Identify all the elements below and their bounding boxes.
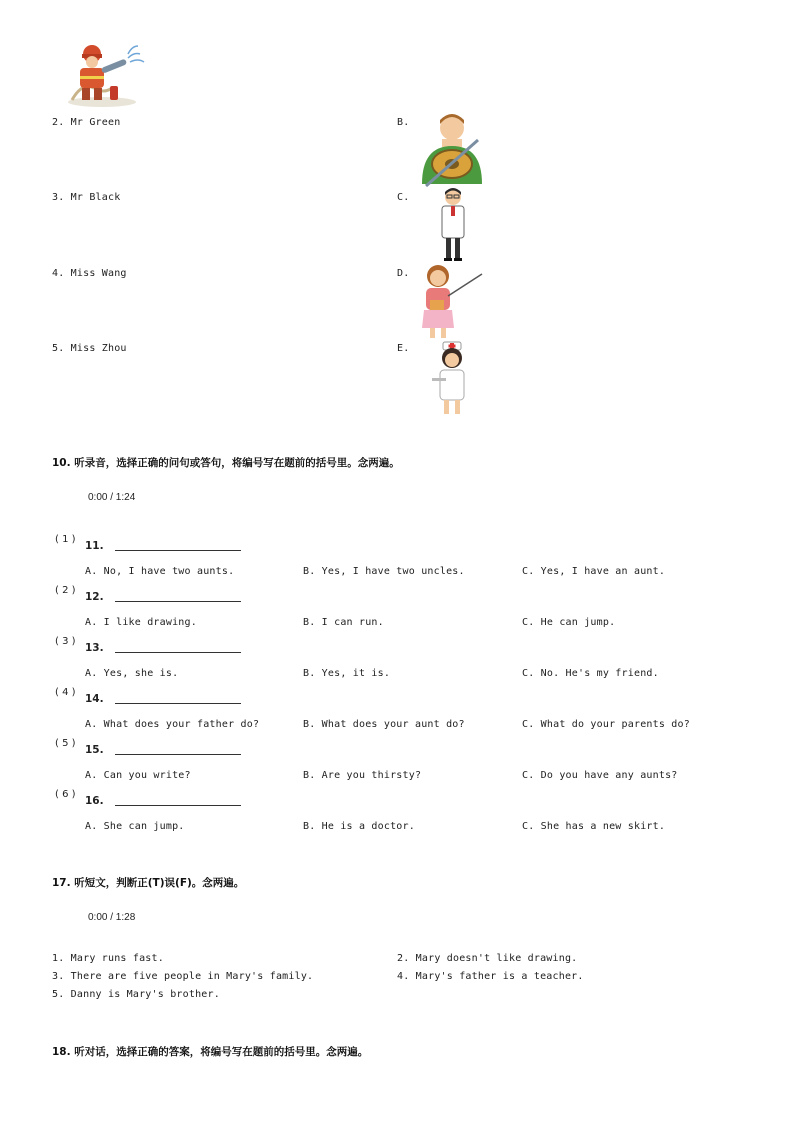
q10-item-1-option-a[interactable]: A. No, I have two aunts. — [85, 566, 235, 577]
nurse-image — [430, 340, 474, 418]
q10-item-2-number: 12. — [85, 591, 104, 603]
q10-audio-player[interactable]: 0:00 / 1:24 — [88, 492, 136, 503]
q17-statement-4: 4. Mary's father is a teacher. — [397, 971, 584, 982]
q10-item-4-blank[interactable] — [115, 703, 241, 704]
q10-item-5-blank[interactable] — [115, 754, 241, 755]
match-left-3: 3. Mr Black — [52, 192, 121, 203]
q10-item-3-blank[interactable] — [115, 652, 241, 653]
q10-item-4-number: 14. — [85, 693, 104, 705]
match-right-c: C. — [397, 192, 410, 203]
q10-item-3-paren: ( 3 ) — [55, 636, 76, 647]
q10-item-2-blank[interactable] — [115, 601, 241, 602]
q17-statement-3: 3. There are five people in Mary's family. — [52, 971, 314, 982]
q10-item-5-option-c[interactable]: C. Do you have any aunts? — [522, 770, 678, 781]
q10-item-6-number: 16. — [85, 795, 104, 807]
teacher-image — [420, 262, 486, 340]
q10-item-2-option-a[interactable]: A. I like drawing. — [85, 617, 197, 628]
q10-item-3-number: 13. — [85, 642, 104, 654]
q10-item-1-option-c[interactable]: C. Yes, I have an aunt. — [522, 566, 666, 577]
q10-item-2-option-c[interactable]: C. He can jump. — [522, 617, 616, 628]
match-right-d: D. — [397, 268, 410, 279]
q10-item-5-number: 15. — [85, 744, 104, 756]
q10-item-5-option-a[interactable]: A. Can you write? — [85, 770, 191, 781]
q17-statement-1: 1. Mary runs fast. — [52, 953, 164, 964]
q17-title: 17. 听短文，判断正(T)误(F)。念两遍。 — [52, 877, 245, 889]
q10-item-6-paren: ( 6 ) — [55, 789, 76, 800]
match-right-e: E. — [397, 343, 410, 354]
q17-audio-player[interactable]: 0:00 / 1:28 — [88, 912, 136, 923]
q17-statement-5: 5. Danny is Mary's brother. — [52, 989, 220, 1000]
q10-item-4-option-c[interactable]: C. What do your parents do? — [522, 719, 690, 730]
q10-item-1-option-b[interactable]: B. Yes, I have two uncles. — [303, 566, 465, 577]
q10-item-3-option-c[interactable]: C. No. He's my friend. — [522, 668, 659, 679]
doctor-image — [437, 186, 469, 264]
match-right-b: B. — [397, 117, 410, 128]
q10-item-1-paren: ( 1 ) — [55, 534, 76, 545]
q10-item-6-blank[interactable] — [115, 805, 241, 806]
q18-title: 18. 听对话，选择正确的答案，将编号写在题前的括号里。念两遍。 — [52, 1046, 369, 1058]
q17-statement-2: 2. Mary doesn't like drawing. — [397, 953, 578, 964]
q10-item-2-paren: ( 2 ) — [55, 585, 76, 596]
match-left-2: 2. Mr Green — [52, 117, 121, 128]
q10-item-6-option-b[interactable]: B. He is a doctor. — [303, 821, 415, 832]
q10-item-5-option-b[interactable]: B. Are you thirsty? — [303, 770, 422, 781]
q10-item-5-paren: ( 5 ) — [55, 738, 76, 749]
q10-item-4-option-a[interactable]: A. What does your father do? — [85, 719, 260, 730]
q10-item-3-option-a[interactable]: A. Yes, she is. — [85, 668, 179, 679]
q10-item-1-number: 11. — [85, 540, 104, 552]
q10-item-3-option-b[interactable]: B. Yes, it is. — [303, 668, 391, 679]
match-left-4: 4. Miss Wang — [52, 268, 127, 279]
driver-image — [416, 112, 488, 190]
q10-item-6-option-c[interactable]: C. She has a new skirt. — [522, 821, 666, 832]
q10-item-4-option-b[interactable]: B. What does your aunt do? — [303, 719, 465, 730]
q10-title: 10. 听录音，选择正确的问句或答句，将编号写在题前的括号里。念两遍。 — [52, 457, 400, 469]
q10-item-2-option-b[interactable]: B. I can run. — [303, 617, 384, 628]
match-left-5: 5. Miss Zhou — [52, 343, 127, 354]
firefighter-image — [62, 42, 148, 108]
q10-item-4-paren: ( 4 ) — [55, 687, 76, 698]
q10-item-1-blank[interactable] — [115, 550, 241, 551]
q10-item-6-option-a[interactable]: A. She can jump. — [85, 821, 185, 832]
